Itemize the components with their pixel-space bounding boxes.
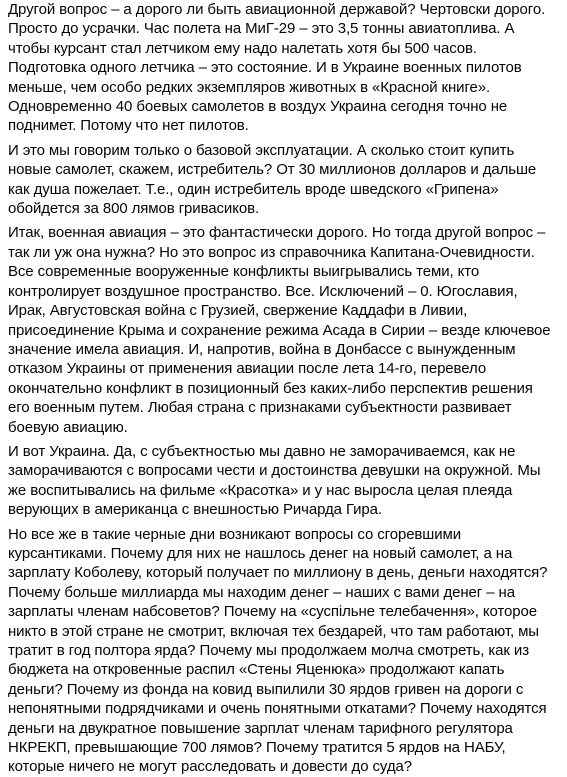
post-paragraph: Итак, военная авиация – это фантастически дорого. Но тогда другой вопрос – так ли уж она нужна? Но это вопрос из справочника Капитана-Очевидности. Все современные вооруженные конфликты выигрывались теми, кто контролирует воздушное пространство. Все. Исключений – 0. Югославия, Ирак, Августовская война с Грузией, свержение Каддафи в Ливии, присоединение Крыма и сохранение режима Асада в Сирии – везде ключевое значение имела авиация. И, напротив, война в Донбассе с вынужденным отказом Украины от применения авиации после лета 14-го, перевело окончательно конфликт в позиционный без каких-либо перспектив решения его военным путем. Любая страна с признаками субъектности развивает боевую авиацию.	[8, 224, 551, 436]
post-paragraph: Другой вопрос – а дорого ли быть авиационной державой? Чертовски дорого. Просто до усрачки. Час полета на МиГ-29 – это 3,5 тонны авиатоплива. А чтобы курсант стал летчиком ему надо налетать хотя бы 500 часов. Подготовка одного летчика – это состояние. И в Украине военных пилотов меньше, чем особо редких экземпляров животных в «Красной книге». Одновременно 40 боевых самолетов в воздух Украина сегодня точно не поднимет. Потому что нет пилотов.	[8, 1, 546, 135]
post-paragraph: Но все же в такие черные дни возникают вопросы со сгоревшими курсантиками. Почему для них не нашлось денег на новый самолет, а на зарплату Коболеву, который получает по миллиону в день, деньги находятся? Почему больше миллиарда мы находим денег – наших с вами денег – на зарплаты членам набсоветов? Почему на «суспільне телебачення», которое никто в этой стране не смотрит, включая тех бездарей, что там работают, мы тратит в год полтора ярда? Почему мы продолжаем молча смотреть, как из бюджета на откровенные распил «Стены Яценюка» продолжают капать деньги? Почему из фонда на ковид выпилили 30 ярдов гривен на дороги с непонятными подрядчиками и очень понятными откатами? Почему находятся деньги на двукратное повышение зарплат членам тарифного регулятора НКРЕКП, превышающие 700 лямов? Почему тратится 5 ярдов на НАБУ, которые ничего не могут расследовать и довести до суда?	[8, 525, 548, 776]
post-paragraph: И это мы говорим только о базовой эксплуатации. А сколько стоит купить новые самолет, скажем, истребитель? От 30 миллионов долларов и дальше как душа пожелает. Т.е., один истребитель вроде шведского «Грипена» обойдется за 800 лямов гривасиков.	[8, 141, 537, 218]
post-paragraph: И вот Украина. Да, с субъектностью мы давно не заморачиваемся, как не заморачиваются с вопросами чести и достоинства девушки на окружной. Мы же воспитывались на фильме «Красотка» и у нас выросла целая плеяда верующих в американца с внешностью Ричарда Гира.	[8, 442, 541, 519]
